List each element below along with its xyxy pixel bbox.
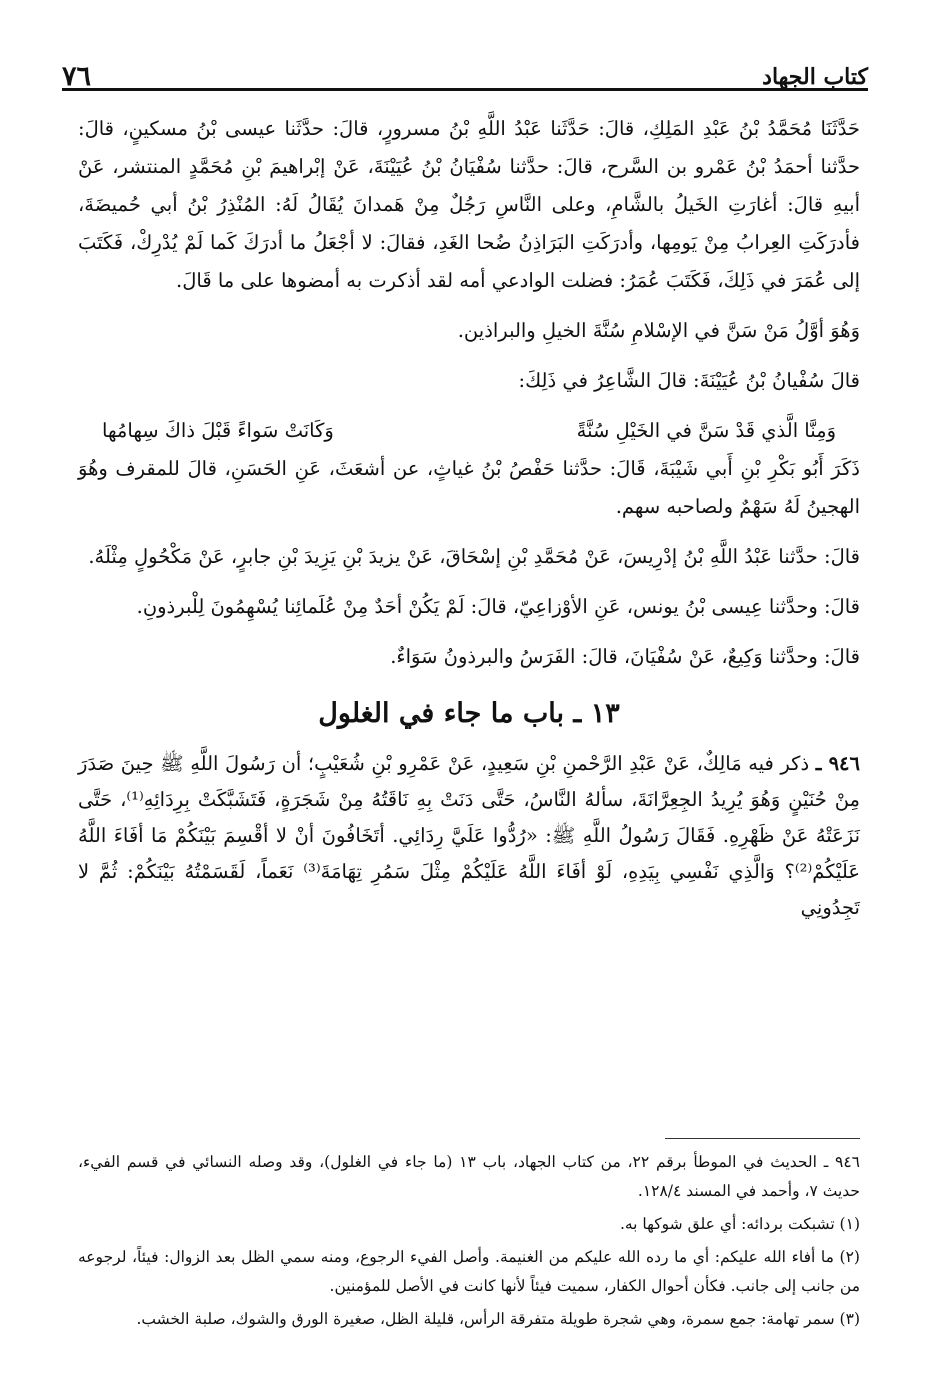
hadith-text: ذكر فيه مَالِكٌ، عَنْ عَبْدِ الرَّحْمنِ بْنِ سَعِيدٍ، عَنْ عَمْرِو بْنِ شُعَيْبٍ؛ أن رَسُولَ اللَّهِ ﷺ حِينَ صَدَرَ مِنْ حُنَيْنٍ وَهُوَ يُرِيدُ الجِعِرَّانَةَ، سألهُ النَّاسُ، حَتَّى دَنَتْ بِهِ نَاقَتُهُ مِنْ شَجَرَةٍ، فَتَشَبَّكَتْ بِرِدَائِهِ⁽¹⁾، حَتَّى نَزَعَتْهُ عَنْ ظَهْرِهِ. فَقَالَ رَسُولُ اللَّهِ ﷺ: «رُدُّوا عَلَيَّ رِدَائِي. أتَخَافُونَ أنْ لا أقْسِمَ بَيْنَكُمْ مَا أفَاءَ اللَّهُ عَلَيْكُمْ⁽²⁾؟ وَالَّذِي نَفْسِي بِيَدِهِ، لَوْ أفَاءَ اللَّهُ عَلَيْكُمْ مِثْلَ سَمُرِ تِهَامَةَ⁽³⁾ نَعَماً، لَقَسَمْتُهُ بَيْنَكُمْ: ثُمَّ لا تَجِدُونِي	[78, 752, 861, 919]
footnote-946: ٩٤٦ ـ الحديث في الموطأ برقم ٢٢، من كتاب الجهاد، باب ١٣ (ما جاء في الغلول)، وقد وصله النسائي في قسم الفيء، حديث ٧، وأحمد في المسند ١٢٨/٤.	[78, 1153, 860, 1200]
page-number: ٧٦	[62, 61, 92, 92]
chapter-heading: ١٣ ـ باب ما جاء في الغلول	[318, 698, 620, 729]
page-header	[62, 42, 868, 90]
hadith-946	[78, 746, 860, 926]
paragraph-makhul: قالَ: حدَّثنا عَبْدُ اللَّهِ بْنُ إدْرِيسَ، عَنْ مُحَمَّدِ بْنِ إسْحَاقَ، عَنْ يزيدَ بْنِ يَزِيدَ بْنِ جابرٍ، عَنْ مَكْحُولٍ مِثْلَهُ.	[88, 545, 860, 568]
footnote-separator	[665, 1138, 860, 1139]
poem-hemistich-left: وَكَانَتْ سَواءً قَبْلَ ذاكَ سِهامُها	[102, 419, 334, 442]
footnote-3: (٣) سمر تهامة: جمع سمرة، وهي شجرة طويلة متفرقة الرأس، قليلة الظل، صغيرة الورق والشوك، صلبة الخشب.	[136, 1310, 860, 1328]
main-text	[78, 110, 860, 926]
footnote-2: (٢) ما أفاء الله عليكم: أي ما رده الله عليكم من الغنيمة. وأصل الفيء الرجوع، ومنه سمي الظل بعد الزوال: فيئاً، لرجوعه من جانب إلى جانب. فكأن أحوال الكفار، سميت فيئاً لأنها كانت في الأصل للمؤمنين.	[78, 1248, 860, 1295]
poem-verse	[102, 412, 836, 450]
footnotes	[78, 1148, 860, 1334]
header-rule	[62, 88, 868, 91]
paragraph-first-sunna: وَهُوَ أوَّلُ مَنْ سَنَّ في الإسْلامِ سُنَّةَ الخيلِ والبراذين.	[457, 319, 860, 342]
paragraph-poet-intro: قالَ سُفْيانُ بْنُ عُيَيْنَةَ: قالَ الشَّاعِرُ في ذَلِكَ:	[518, 369, 860, 392]
paragraph-awzai: قالَ: وحدَّثنا عِيسى بْنُ يونس، عَنِ الأوْزاعِيّ، قالَ: لَمْ يَكُنْ أحَدٌ مِنْ عُلَمائِنا يُسْهِمُونَ لِلْبرذونِ.	[136, 595, 860, 618]
poem-hemistich-right: وَمِنَّا الَّذي قَدْ سَنَّ في الخَيْلِ سُنَّةً	[576, 419, 836, 442]
paragraph-waki: قالَ: وحدَّثنا وَكِيعٌ، عَنْ سُفْيَانَ، قالَ: الفَرَسُ والبرذونُ سَوَاءٌ.	[390, 645, 860, 668]
paragraph-isnad-1: حَدَّثَنَا مُحَمَّدُ بْنُ عَبْدِ المَلِكِ، قالَ: حَدَّثَنا عَبْدُ اللَّهِ بْنُ مسرورٍ، قالَ: حدَّثَنا عيسى بْنُ مسكينٍ، قالَ: حدَّثنا أحمَدُ بْنُ عَمْرو بن السَّرح، قالَ: حدَّثنا سُفْيَانُ بْنُ عُيَيْنَةَ، عَنْ إبْراهيمَ بْنِ مُحَمَّدٍ المنتشر، عَنْ أبيهِ قالَ: أغارَتِ الخَيلُ بالشَّامِ، وعلى النَّاسِ رَجُلٌ مِنْ هَمدانَ يُقَالُ لَهُ: المُنْذِرُ بْنُ أبي حُميضَةَ، فأدرَكَتِ العِرابُ مِنْ يَومِها، وأدرَكَتِ البَرَاذِنُ ضُحا الغَدِ، فقالَ: لا أجْعَلُ ما أدرَكَ كَما لَمْ يُدْرِكْ، فَكَتَبَ إلى عُمَرَ في ذَلِكَ، فَكَتَبَ عُمَرُ: فضلت الوادعي أمه لقد أذكرت به أمضوها على ما قَالَ.	[78, 117, 860, 292]
paragraph-abu-bakr: ذَكَرَ أَبُو بَكْرِ بْنِ أَبي شَيْبَةَ، قَالَ: حدَّثنا حَفْصُ بْنُ غياثٍ، عن أشعَثَ، عَنِ الحَسَنِ، قالَ للمقرف وهُوَ الهجينُ لَهُ سَهْمٌ ولصاحبه سهم.	[78, 457, 860, 518]
running-title: كتاب الجهاد	[762, 64, 868, 90]
hadith-number: ٩٤٦ ـ	[815, 752, 860, 775]
footnote-1: (١) تشبكت بردائه: أي علق شوكها به.	[619, 1215, 860, 1233]
